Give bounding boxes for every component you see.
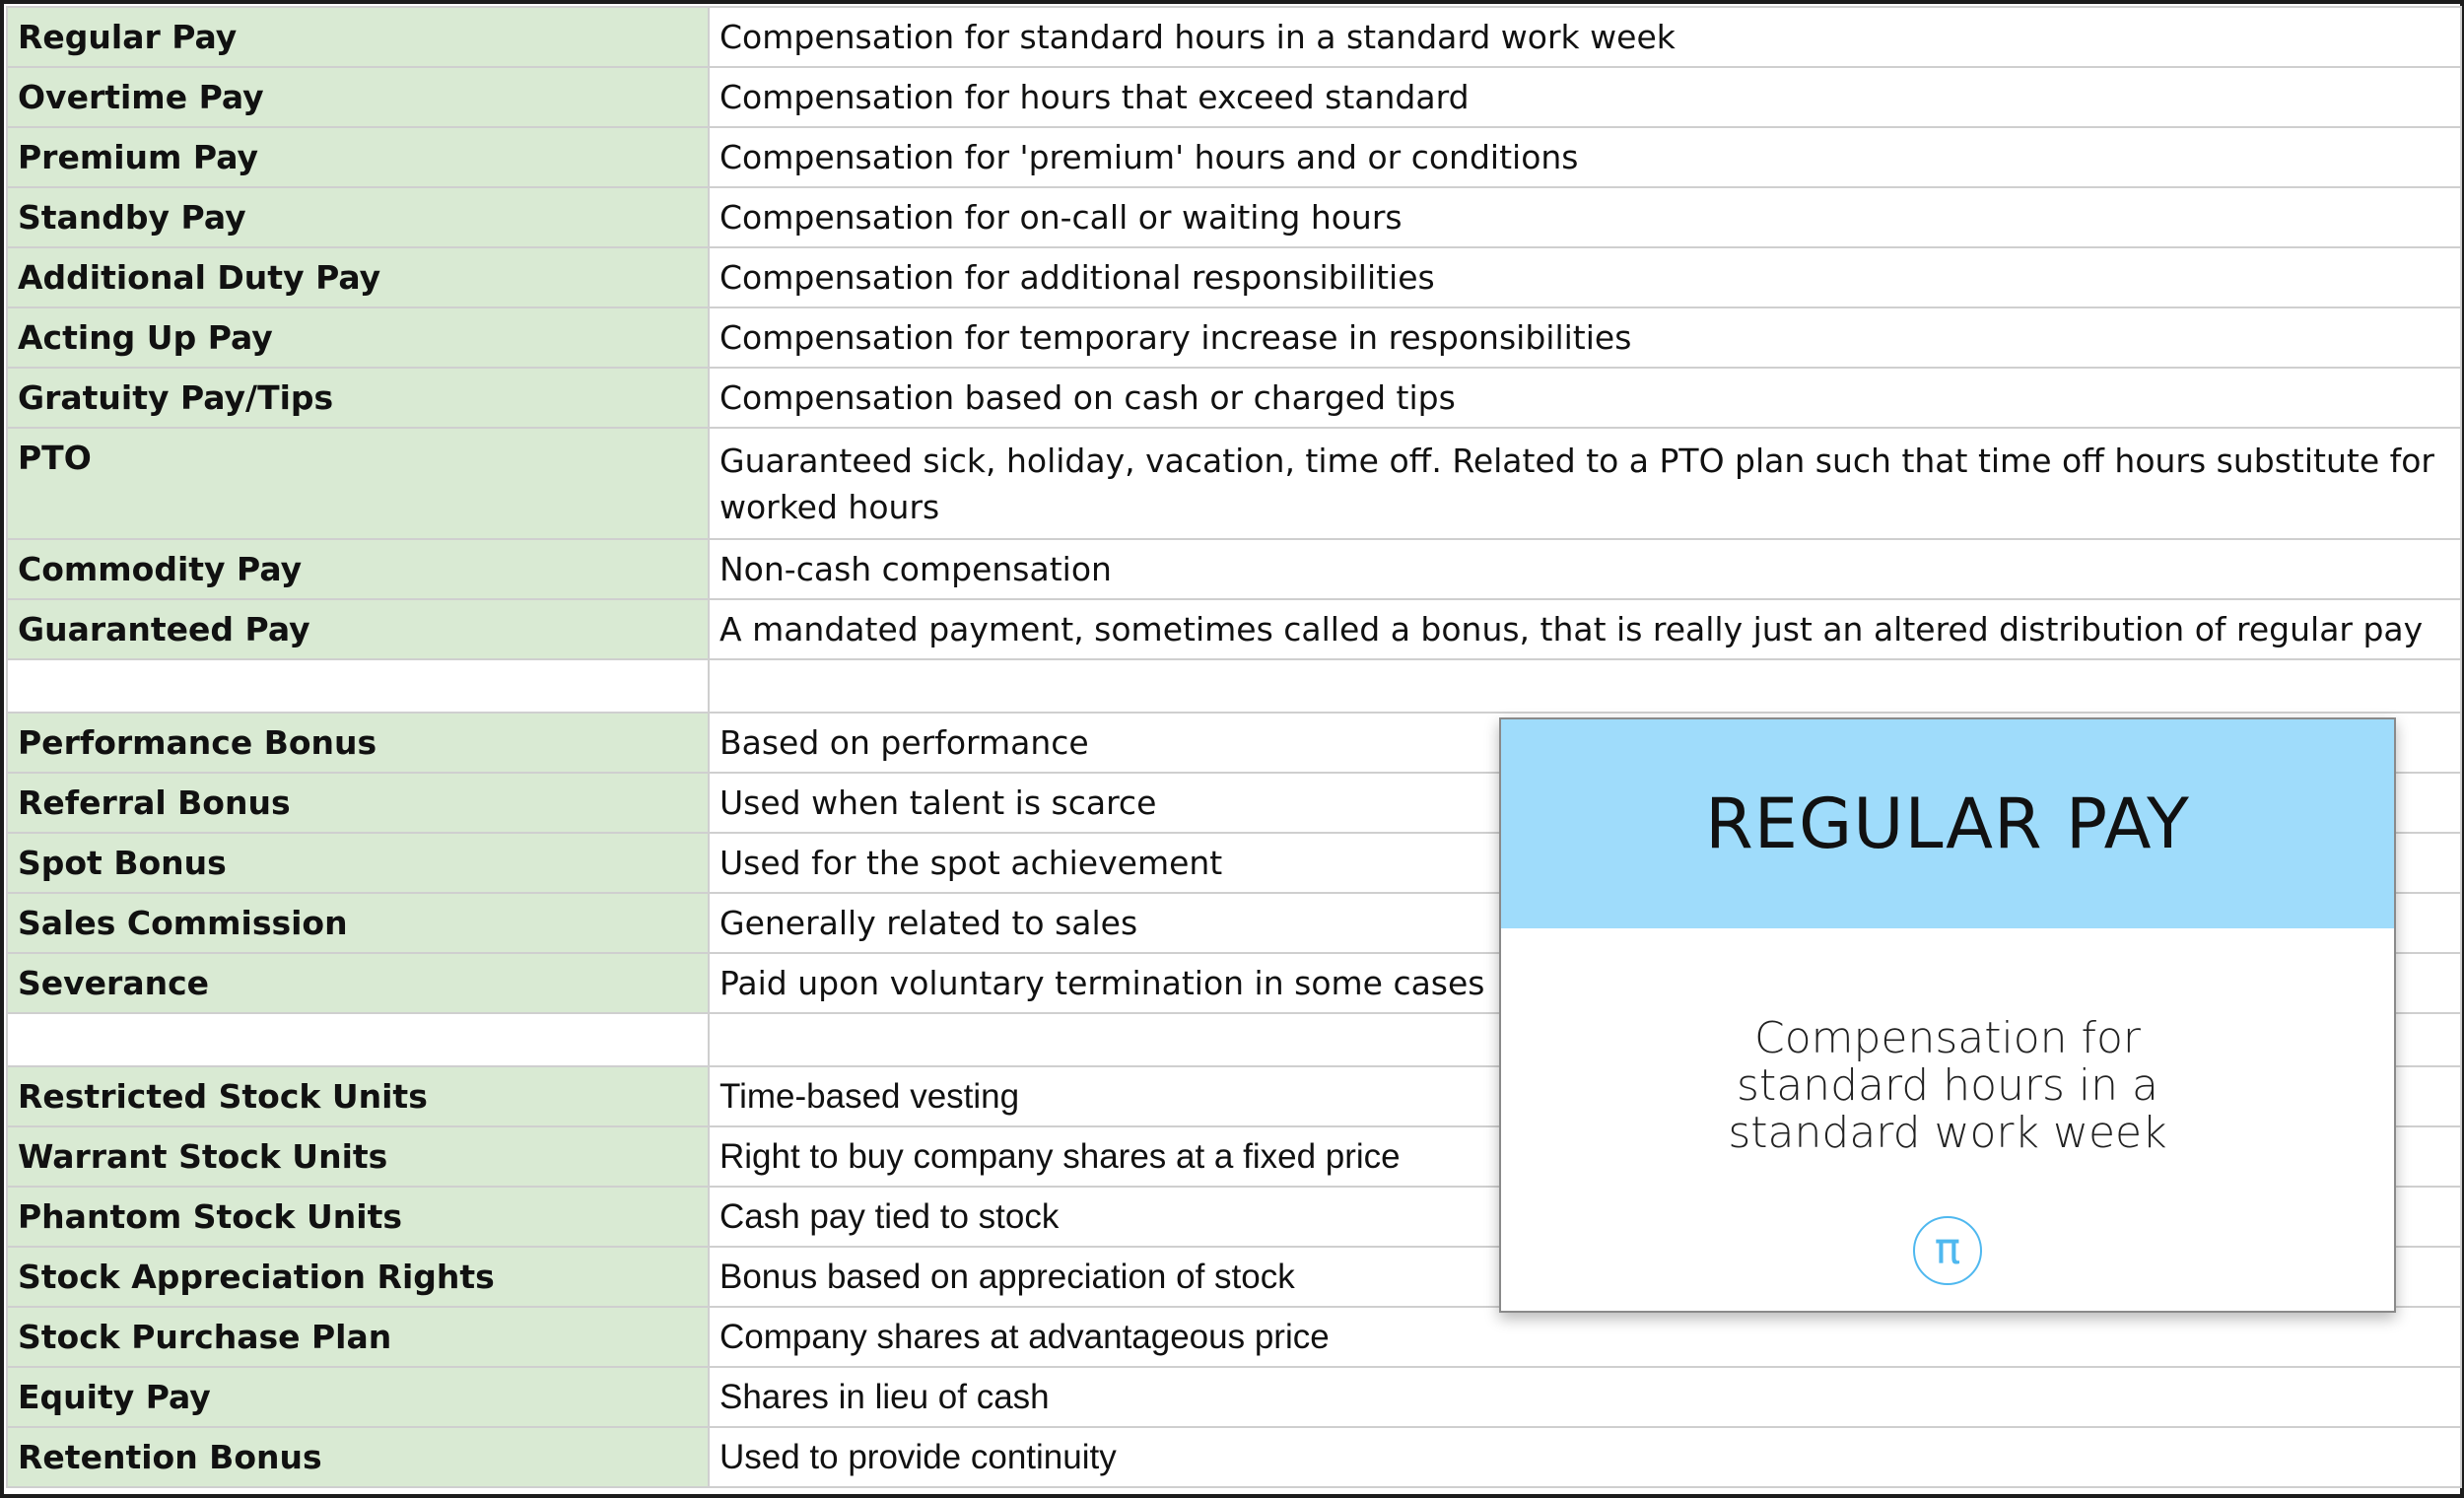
description-cell[interactable]: Cash pay tied to stock [709, 1187, 2461, 1247]
term-cell[interactable]: Spot Bonus [7, 833, 709, 893]
table-row[interactable] [7, 428, 2461, 539]
term-cell[interactable]: Guaranteed Pay [7, 599, 709, 659]
term-cell[interactable]: Gratuity Pay/Tips [7, 368, 709, 428]
flashcard-title: REGULAR PAY [1705, 783, 2190, 864]
empty-cell[interactable] [709, 659, 2461, 713]
term-cell[interactable]: Stock Appreciation Rights [7, 1247, 709, 1307]
description-cell[interactable]: Used for the spot achievement [709, 833, 2461, 893]
description-cell[interactable]: Non-cash compensation [709, 539, 2461, 599]
term-cell[interactable]: Commodity Pay [7, 539, 709, 599]
term-cell[interactable]: Severance [7, 953, 709, 1013]
table-row[interactable] [7, 187, 2461, 247]
empty-row[interactable] [7, 659, 2461, 713]
flashcard-body [1501, 1015, 2394, 1157]
term-cell[interactable]: Restricted Stock Units [7, 1066, 709, 1126]
table-row[interactable] [7, 7, 2461, 67]
description-cell[interactable]: Compensation for on-call or waiting hours [709, 187, 2461, 247]
empty-cell[interactable] [7, 659, 709, 713]
description-cell[interactable]: Right to buy company shares at a fixed price [709, 1126, 2461, 1187]
term-cell[interactable]: Additional Duty Pay [7, 247, 709, 307]
description-cell[interactable]: Used when talent is scarce [709, 773, 2461, 833]
empty-cell[interactable] [7, 1013, 709, 1066]
table-row[interactable] [7, 368, 2461, 428]
term-cell[interactable]: Overtime Pay [7, 67, 709, 127]
description-cell[interactable]: Used to provide continuity [709, 1427, 2461, 1487]
description-cell[interactable]: Bonus based on appreciation of stock [709, 1247, 2461, 1307]
flashcard[interactable] [1499, 717, 2396, 1313]
term-cell[interactable]: Premium Pay [7, 127, 709, 187]
table-row[interactable] [7, 127, 2461, 187]
table-row[interactable] [7, 307, 2461, 368]
table-row[interactable] [7, 1427, 2461, 1487]
description-cell[interactable]: Generally related to sales [709, 893, 2461, 953]
table-row[interactable] [7, 1367, 2461, 1427]
term-cell[interactable]: PTO [7, 428, 709, 539]
term-cell[interactable]: Acting Up Pay [7, 307, 709, 368]
table-row[interactable] [7, 539, 2461, 599]
description-cell[interactable]: Based on performance [709, 713, 2461, 773]
description-cell[interactable]: Compensation for temporary increase in responsibilities [709, 307, 2461, 368]
description-cell[interactable]: Guaranteed sick, holiday, vacation, time off. Related to a PTO plan such that time off hours substitute for worked hours [709, 428, 2461, 539]
description-cell[interactable]: Compensation for 'premium' hours and or conditions [709, 127, 2461, 187]
term-cell[interactable]: Performance Bonus [7, 713, 709, 773]
pi-icon[interactable]: π [1913, 1216, 1982, 1285]
term-cell[interactable]: Equity Pay [7, 1367, 709, 1427]
flashcard-definition: Compensation for standard hours in a standard work week [1728, 1013, 2167, 1158]
term-cell[interactable]: Retention Bonus [7, 1427, 709, 1487]
term-cell[interactable]: Warrant Stock Units [7, 1126, 709, 1187]
description-cell[interactable]: Paid upon voluntary termination in some cases [709, 953, 2461, 1013]
term-cell[interactable]: Regular Pay [7, 7, 709, 67]
description-cell[interactable]: Compensation for hours that exceed standard [709, 67, 2461, 127]
description-cell[interactable]: Shares in lieu of cash [709, 1367, 2461, 1427]
description-cell[interactable]: Time-based vesting [709, 1066, 2461, 1126]
table-row[interactable] [7, 247, 2461, 307]
description-cell[interactable]: A mandated payment, sometimes called a bonus, that is really just an altered distribution of regular pay [709, 599, 2461, 659]
description-cell[interactable]: Compensation based on cash or charged tips [709, 368, 2461, 428]
term-cell[interactable]: Sales Commission [7, 893, 709, 953]
table-row[interactable] [7, 1307, 2461, 1367]
description-cell[interactable]: Company shares at advantageous price [709, 1307, 2461, 1367]
term-cell[interactable]: Phantom Stock Units [7, 1187, 709, 1247]
description-cell[interactable]: Compensation for standard hours in a standard work week [709, 7, 2461, 67]
flashcard-header [1501, 719, 2394, 928]
table-row[interactable] [7, 67, 2461, 127]
term-cell[interactable]: Stock Purchase Plan [7, 1307, 709, 1367]
description-cell[interactable]: Compensation for additional responsibilities [709, 247, 2461, 307]
term-cell[interactable]: Referral Bonus [7, 773, 709, 833]
term-cell[interactable]: Standby Pay [7, 187, 709, 247]
table-row[interactable] [7, 599, 2461, 659]
